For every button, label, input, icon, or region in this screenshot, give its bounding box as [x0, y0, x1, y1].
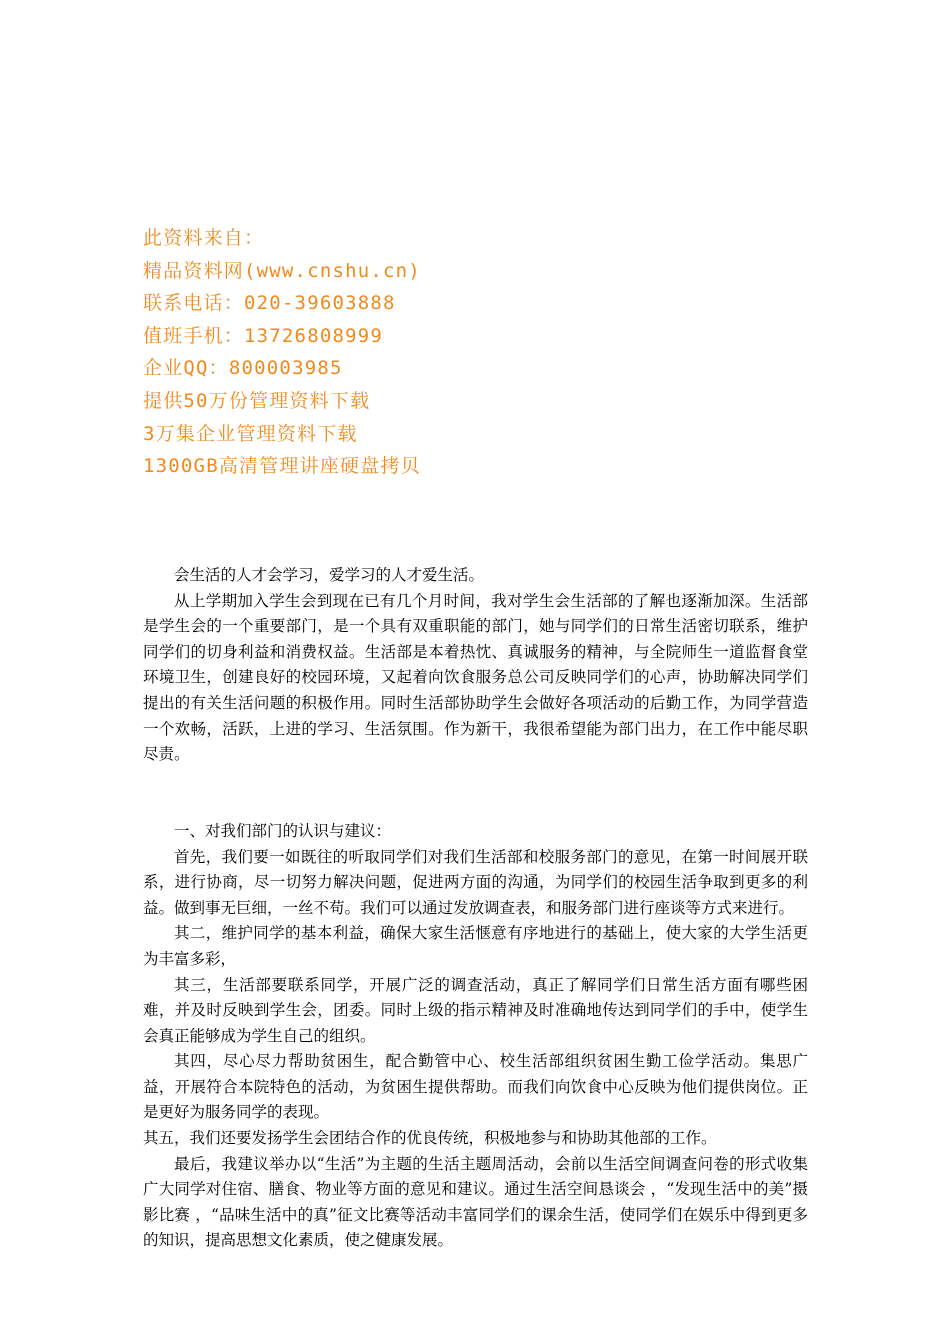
- source-notice-title: 此资料来自：: [143, 227, 265, 249]
- blank-line: [143, 793, 808, 819]
- intro-paragraph: 从上学期加入学生会到现在已有几个月时间，我对学生会生活部的了解也逐渐加深。生活部是学生会的一个重要部门，是一个具有双重职能的部门，她与同学们的日常生活密切联系，维护同学们的切身利益和消费权益。生活部是本着热忱、真诚服务的精神，与全院师生一道监督食堂环境卫生，创建良好的校园环境，又起着向饮食服务总公司反映同学们的心声，协助解决同学们提出的有关生活问题的积极作用。同时生活部协助学生会做好各项活动的后勤工作，为同学营造一个欢畅，活跃，上进的学习、生活氛围。作为新干，我很希望能为部门出力，在工作中能尽职尽责。: [143, 591, 808, 764]
- duty-mobile: 值班手机：13726808999: [143, 324, 384, 347]
- paragraph-fifth: 其五，我们还要发扬学生会团结合作的优良传统，积极地参与和协助其他部的工作。: [143, 1129, 717, 1148]
- paragraph-third: 其三，生活部要联系同学，开展广泛的调查活动，真正了解同学们日常生活方面有哪些困难，并及时反映到学生会，团委。同时上级的指示精神及时准确地传达到同学们的手中，使学生会真正能够成为学生自己的组织。: [143, 975, 808, 1045]
- company-qq: 企业QQ：800003985: [143, 357, 343, 380]
- motto: 会生活的人才会学习，爱学习的人才爱生活。: [174, 566, 485, 584]
- promo-lectures: 1300GB高清管理讲座硬盘拷贝: [143, 455, 421, 478]
- source-website: 精品资料网(www.cnshu.cn): [143, 259, 421, 282]
- promo-materials: 提供50万份管理资料下载: [143, 389, 371, 412]
- paragraph-fourth: 其四，尽心尽力帮助贫困生，配合勤管中心、校生活部组织贫困生勤工俭学活动。集思广益，开展符合本院特色的活动，为贫困生提供帮助。而我们向饮食中心反映为他们提供岗位。正是更好为服务同学的表现。: [143, 1052, 808, 1122]
- section-heading: 一、对我们部门的认识与建议：: [174, 821, 392, 840]
- promo-videos: 3万集企业管理资料下载: [143, 422, 358, 445]
- document-body: [143, 563, 808, 1254]
- paragraph-last: 最后，我建议举办以“生活”为主题的生活主题周活动，会前以生活空间调查问卷的形式收集广大同学对住宿、膳食、物业等方面的意见和建议。通过生活空间恳谈会 ，“发现生活中的美”摄影比赛 ，“品味生活中的真”征文比赛等活动丰富同学们的课余生活，使同学们在娱乐中得到更多的知识，提高思想文化素质，使之健康发展。: [143, 1154, 808, 1250]
- source-notice: [143, 222, 663, 483]
- paragraph-second: 其二，维护同学的基本利益，确保大家生活惬意有序地进行的基础上，使大家的大学生活更为丰富多彩，: [143, 924, 808, 968]
- paragraph-first: 首先，我们要一如既往的听取同学们对我们生活部和校服务部门的意见，在第一时间展开联系，进行协商，尽一切努力解决问题，促进两方面的沟通，为同学们的校园生活争取到更多的利益。做到事无巨细，一丝不苟。我们可以通过发放调查表，和服务部门进行座谈等方式来进行。: [143, 847, 808, 917]
- contact-phone: 联系电话：020-39603888: [143, 292, 396, 315]
- blank-line: [143, 768, 808, 794]
